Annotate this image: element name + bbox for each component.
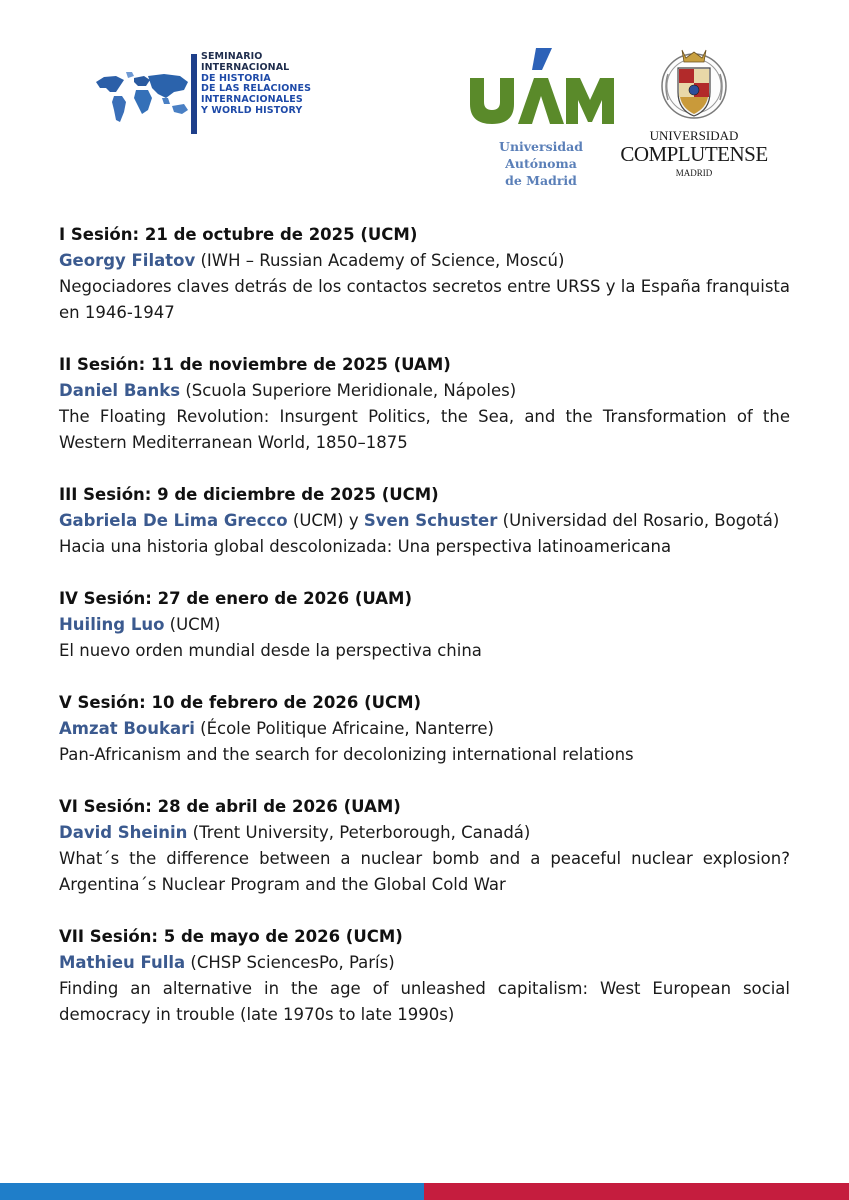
- uam-letters: [466, 44, 616, 124]
- session-speakers: [59, 508, 790, 534]
- speaker-name: Georgy Filatov: [59, 251, 196, 270]
- talk-title: Finding an alternative in the age of unleashed capitalism: West European social democracy in trouble (late 1970s to late 1990s): [59, 979, 790, 1024]
- talk-title: What´s the difference between a nuclear bomb and a peaceful nuclear explosion? Argentina´s Nuclear Program and the Global Cold War: [59, 849, 790, 894]
- speaker-name: Gabriela De Lima Grecco: [59, 511, 288, 530]
- ucm-crest-icon: [658, 44, 730, 126]
- ucm-name: [620, 128, 768, 179]
- header: [0, 0, 849, 200]
- session-title: VI Sesión: 28 de abril de 2026 (UAM): [59, 797, 401, 816]
- session-speakers: [59, 820, 790, 846]
- session-list: [59, 222, 790, 1054]
- speaker-affiliation: (Scuola Superiore Meridionale, Nápoles): [180, 381, 517, 400]
- talk-title: Hacia una historia global descolonizada: Una perspectiva latinoamericana: [59, 537, 672, 556]
- talk-title: The Floating Revolution: Insurgent Politics, the Sea, and the Transformation of the Western Mediterranean World, 1850–1875: [59, 407, 790, 452]
- session-title: III Sesión: 9 de diciembre de 2025 (UCM): [59, 485, 439, 504]
- footer-color-bar: [0, 1183, 849, 1200]
- uam-name: [466, 138, 616, 189]
- session-speakers: [59, 248, 790, 274]
- session-speakers: [59, 950, 790, 976]
- ucm-name-line-1: UNIVERSIDAD: [649, 128, 739, 143]
- speaker-affiliation-2: (Universidad del Rosario, Bogotá): [497, 511, 780, 530]
- speaker-name: Mathieu Fulla: [59, 953, 186, 972]
- speaker-name: Huiling Luo: [59, 615, 165, 634]
- speaker-affiliation: (UCM): [164, 615, 221, 634]
- world-map-icon: [90, 68, 198, 126]
- session-3: [59, 482, 790, 560]
- uam-name-line-1: Universidad Autónoma: [499, 139, 583, 171]
- uam-logo: [466, 44, 616, 188]
- session-1: [59, 222, 790, 326]
- uam-name-line-2: de Madrid: [505, 173, 577, 188]
- seminar-logo-bar: [191, 54, 197, 134]
- speaker-name-2: Sven Schuster: [363, 511, 498, 530]
- session-5: [59, 690, 790, 768]
- session-speakers: [59, 716, 790, 742]
- session-title: V Sesión: 10 de febrero de 2026 (UCM): [59, 693, 422, 712]
- seminar-line-6: Y WORLD HISTORY: [201, 104, 303, 116]
- session-title: IV Sesión: 27 de enero de 2026 (UAM): [59, 589, 413, 608]
- seminar-line-3: DE HISTORIA: [201, 72, 271, 84]
- session-4: [59, 586, 790, 664]
- speaker-name: Amzat Boukari: [59, 719, 195, 738]
- session-title: I Sesión: 21 de octubre de 2025 (UCM): [59, 225, 418, 244]
- session-2: [59, 352, 790, 456]
- ucm-logo: [620, 44, 768, 184]
- talk-title: Pan-Africanism and the search for decolonizing international relations: [59, 745, 634, 764]
- talk-title: El nuevo orden mundial desde la perspectiva china: [59, 641, 482, 660]
- ucm-name-line-2: COMPLUTENSE: [620, 142, 768, 166]
- session-speakers: [59, 612, 790, 638]
- speaker-affiliation: (Trent University, Peterborough, Canadá): [187, 823, 531, 842]
- footer-blue-segment: [0, 1183, 424, 1200]
- seminar-line-4: DE LAS RELACIONES: [201, 83, 312, 95]
- speaker-affiliation: (IWH – Russian Academy of Science, Moscú): [195, 251, 565, 270]
- speaker-name: Daniel Banks: [59, 381, 181, 400]
- speaker-affiliation: (École Politique Africaine, Nanterre): [194, 719, 494, 738]
- speaker-affiliation: (UCM) y: [287, 511, 364, 530]
- speaker-affiliation: (CHSP SciencesPo, París): [185, 953, 395, 972]
- session-7: [59, 924, 790, 1028]
- session-6: [59, 794, 790, 898]
- talk-title: Negociadores claves detrás de los contactos secretos entre URSS y la España franquista en 1946-1947: [59, 277, 790, 322]
- seminar-line-1: SEMINARIO: [201, 51, 263, 62]
- speaker-name: David Sheinin: [59, 823, 188, 842]
- session-title: II Sesión: 11 de noviembre de 2025 (UAM): [59, 355, 451, 374]
- footer-red-segment: [424, 1183, 849, 1200]
- seminar-logo: [90, 50, 310, 140]
- seminar-line-2: INTERNACIONAL: [201, 61, 290, 73]
- seminar-logo-text: [201, 52, 311, 117]
- ucm-name-line-3: MADRID: [675, 168, 713, 178]
- session-title: VII Sesión: 5 de mayo de 2026 (UCM): [59, 927, 403, 946]
- seminar-line-5: INTERNACIONALES: [201, 94, 303, 106]
- session-speakers: [59, 378, 790, 404]
